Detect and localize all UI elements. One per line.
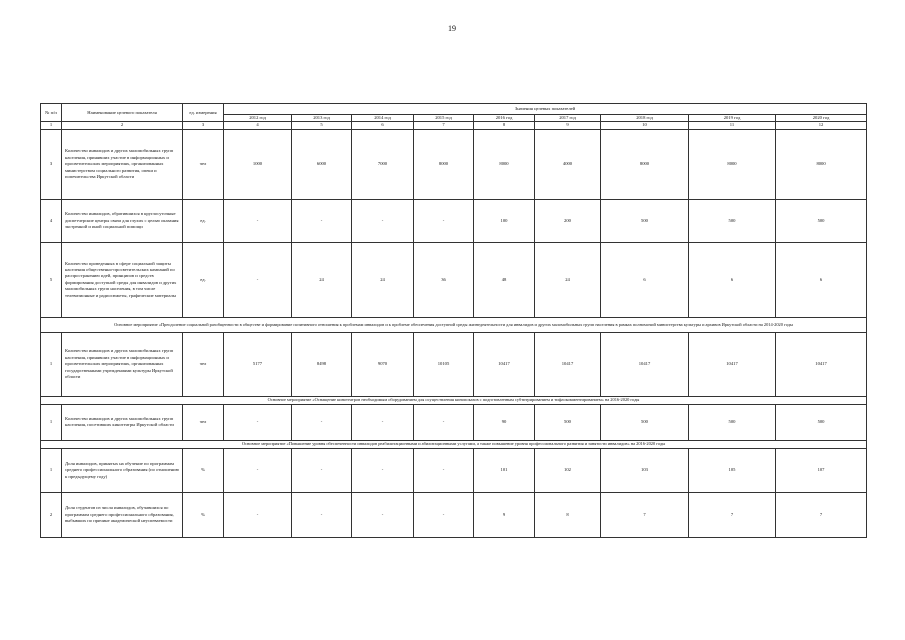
value-cell: 48 bbox=[474, 242, 535, 317]
unit-cell: чел bbox=[183, 332, 224, 396]
section-heading: Основное мероприятие «Повышение уровня обеспеченности инвалидов реабилитационными и абилитационными услугами, а также повышение уровня профессионального развития и занятости инвалидов» на 2016-2020 годы bbox=[41, 440, 867, 448]
unit-cell: ед. bbox=[183, 199, 224, 242]
value-cell: 6 bbox=[689, 242, 776, 317]
row-number: 1 bbox=[41, 404, 62, 440]
value-cell: 200 bbox=[535, 199, 601, 242]
value-cell: 10417 bbox=[535, 332, 601, 396]
header-year: 2015 год bbox=[414, 115, 474, 122]
indicators-table bbox=[40, 103, 867, 538]
header-year: 2020 год bbox=[776, 115, 867, 122]
indicator-name: Доля инвалидов, принятых на обучение по программам среднего профессионального образования (по отношению к предыдущему году) bbox=[62, 448, 183, 492]
value-cell: 8498 bbox=[292, 332, 352, 396]
value-cell: 102 bbox=[535, 448, 601, 492]
value-cell: 500 bbox=[535, 404, 601, 440]
value-cell: 8000 bbox=[689, 129, 776, 199]
value-cell: 500 bbox=[689, 404, 776, 440]
value-cell: 1000 bbox=[224, 129, 292, 199]
column-number: 7 bbox=[414, 122, 474, 129]
value-cell: 6 bbox=[776, 242, 867, 317]
value-cell: 6000 bbox=[292, 129, 352, 199]
value-cell: 7 bbox=[601, 492, 689, 537]
value-cell: 90 bbox=[474, 404, 535, 440]
value-cell: 7 bbox=[776, 492, 867, 537]
column-number: 4 bbox=[224, 122, 292, 129]
value-cell: 24 bbox=[292, 242, 352, 317]
value-cell: 4000 bbox=[535, 129, 601, 199]
indicator-name: Количество проведенных в сфере социальной защиты населения общественно-просветительских кампаний по распространению идей, принципов и средств формирования доступной среды для инвалидов и других маломобильных групп населения, в том числе телевизионные и радиосюжеты, графические материалы bbox=[62, 242, 183, 317]
value-cell: 9070 bbox=[352, 332, 414, 396]
value-cell: 101 bbox=[474, 448, 535, 492]
column-number: 5 bbox=[292, 122, 352, 129]
value-cell: - bbox=[352, 199, 414, 242]
indicator-name: Количество инвалидов и других маломобильных групп населения, принявших участие в информационных и просветительских мероприятиях, организованных министерством социального развития, опеки и попечительства Иркутской области bbox=[62, 129, 183, 199]
value-cell: - bbox=[414, 448, 474, 492]
value-cell: - bbox=[224, 404, 292, 440]
column-number: 10 bbox=[601, 122, 689, 129]
value-cell: - bbox=[224, 242, 292, 317]
value-cell: 10417 bbox=[689, 332, 776, 396]
column-number: 12 bbox=[776, 122, 867, 129]
unit-cell: ед. bbox=[183, 242, 224, 317]
value-cell: 8000 bbox=[776, 129, 867, 199]
value-cell: - bbox=[414, 492, 474, 537]
value-cell: 8000 bbox=[474, 129, 535, 199]
indicator-name: Количество инвалидов и других маломобильных групп населения, принявших участие в информационных и просветительских мероприятиях, организованных государственными учреждениями культуры Иркутской области bbox=[62, 332, 183, 396]
row-number: 5 bbox=[41, 242, 62, 317]
header-unit: ед. измерения bbox=[183, 104, 224, 122]
indicator-name: Количество инвалидов и других маломобильных групп населения, посетивших кинотеатры Иркутской области bbox=[62, 404, 183, 440]
value-cell: - bbox=[224, 448, 292, 492]
column-number: 9 bbox=[535, 122, 601, 129]
column-number: 6 bbox=[352, 122, 414, 129]
value-cell: 8000 bbox=[601, 129, 689, 199]
value-cell: 8000 bbox=[414, 129, 474, 199]
value-cell: - bbox=[352, 448, 414, 492]
value-cell: 100 bbox=[474, 199, 535, 242]
header-year: 2012 год bbox=[224, 115, 292, 122]
value-cell: 500 bbox=[601, 199, 689, 242]
table-row bbox=[41, 404, 867, 440]
page-number: 19 bbox=[448, 24, 456, 33]
header-values: Значения целевых показателей bbox=[224, 104, 867, 115]
header-num: № п/п bbox=[41, 104, 62, 122]
table-row bbox=[41, 492, 867, 537]
unit-cell: чел bbox=[183, 404, 224, 440]
indicator-name: Количество инвалидов, обратившихся в круглосуточные диспетчерские центры связи для глухих с целью оказания экстренной и иной социальной помощи bbox=[62, 199, 183, 242]
header-name: Наименование целевого показателя bbox=[62, 104, 183, 122]
value-cell: 7 bbox=[689, 492, 776, 537]
table-row bbox=[41, 129, 867, 199]
value-cell: 10417 bbox=[474, 332, 535, 396]
unit-cell: чел bbox=[183, 129, 224, 199]
value-cell: 24 bbox=[535, 242, 601, 317]
value-cell: 500 bbox=[601, 404, 689, 440]
value-cell: - bbox=[292, 404, 352, 440]
value-cell: 7000 bbox=[352, 129, 414, 199]
section-heading: Основное мероприятие «Оснащение кинотеатров необходимым оборудованием для осуществления кинопоказов с подготовленным субтитрированием и тифлокомментированием» на 2016-2020 годы bbox=[41, 396, 867, 404]
value-cell: - bbox=[414, 199, 474, 242]
table-row bbox=[41, 448, 867, 492]
value-cell: 36 bbox=[414, 242, 474, 317]
value-cell: 107 bbox=[776, 448, 867, 492]
value-cell: 10417 bbox=[601, 332, 689, 396]
value-cell: 105 bbox=[689, 448, 776, 492]
row-number: 1 bbox=[41, 448, 62, 492]
table-row bbox=[41, 199, 867, 242]
header-year: 2019 год bbox=[689, 115, 776, 122]
value-cell: 10417 bbox=[776, 332, 867, 396]
column-number: 8 bbox=[474, 122, 535, 129]
column-number: 1 bbox=[41, 122, 62, 129]
unit-cell: % bbox=[183, 492, 224, 537]
column-number: 3 bbox=[183, 122, 224, 129]
value-cell: - bbox=[352, 404, 414, 440]
table-row bbox=[41, 242, 867, 317]
indicator-name: Доля студентов из числа инвалидов, обучавшихся по программам среднего профессионального образования, выбывших по причине академической неуспеваемости bbox=[62, 492, 183, 537]
value-cell: - bbox=[292, 448, 352, 492]
value-cell: - bbox=[292, 492, 352, 537]
section-heading: Основное мероприятие «Преодоление социальной разобщенности в обществе и формирование позитивного отношения к проблемам инвалидов и к проблеме обеспечения доступной среды жизнедеятельности для инвалидов и других маломобильных групп населения в рамках полномочий министерства культуры и архивов Иркутской области на 2014-2020 годы bbox=[41, 317, 867, 332]
column-number: 11 bbox=[689, 122, 776, 129]
row-number: 4 bbox=[41, 199, 62, 242]
value-cell: - bbox=[224, 199, 292, 242]
row-number: 1 bbox=[41, 332, 62, 396]
row-number: 3 bbox=[41, 129, 62, 199]
row-number: 2 bbox=[41, 492, 62, 537]
value-cell: 500 bbox=[689, 199, 776, 242]
unit-cell: % bbox=[183, 448, 224, 492]
value-cell: - bbox=[224, 492, 292, 537]
value-cell: 6 bbox=[601, 242, 689, 317]
header-year: 2016 год bbox=[474, 115, 535, 122]
value-cell: - bbox=[352, 492, 414, 537]
value-cell: 500 bbox=[776, 199, 867, 242]
value-cell: 500 bbox=[776, 404, 867, 440]
header-year: 2017 год bbox=[535, 115, 601, 122]
column-number: 2 bbox=[62, 122, 183, 129]
value-cell: 9 bbox=[474, 492, 535, 537]
table-row bbox=[41, 332, 867, 396]
header-year: 2013 год bbox=[292, 115, 352, 122]
header-year: 2018 год bbox=[601, 115, 689, 122]
value-cell: 5177 bbox=[224, 332, 292, 396]
value-cell: 103 bbox=[601, 448, 689, 492]
value-cell: 8 bbox=[535, 492, 601, 537]
value-cell: 24 bbox=[352, 242, 414, 317]
header-year: 2014 год bbox=[352, 115, 414, 122]
value-cell: - bbox=[292, 199, 352, 242]
value-cell: 10105 bbox=[414, 332, 474, 396]
value-cell: - bbox=[414, 404, 474, 440]
